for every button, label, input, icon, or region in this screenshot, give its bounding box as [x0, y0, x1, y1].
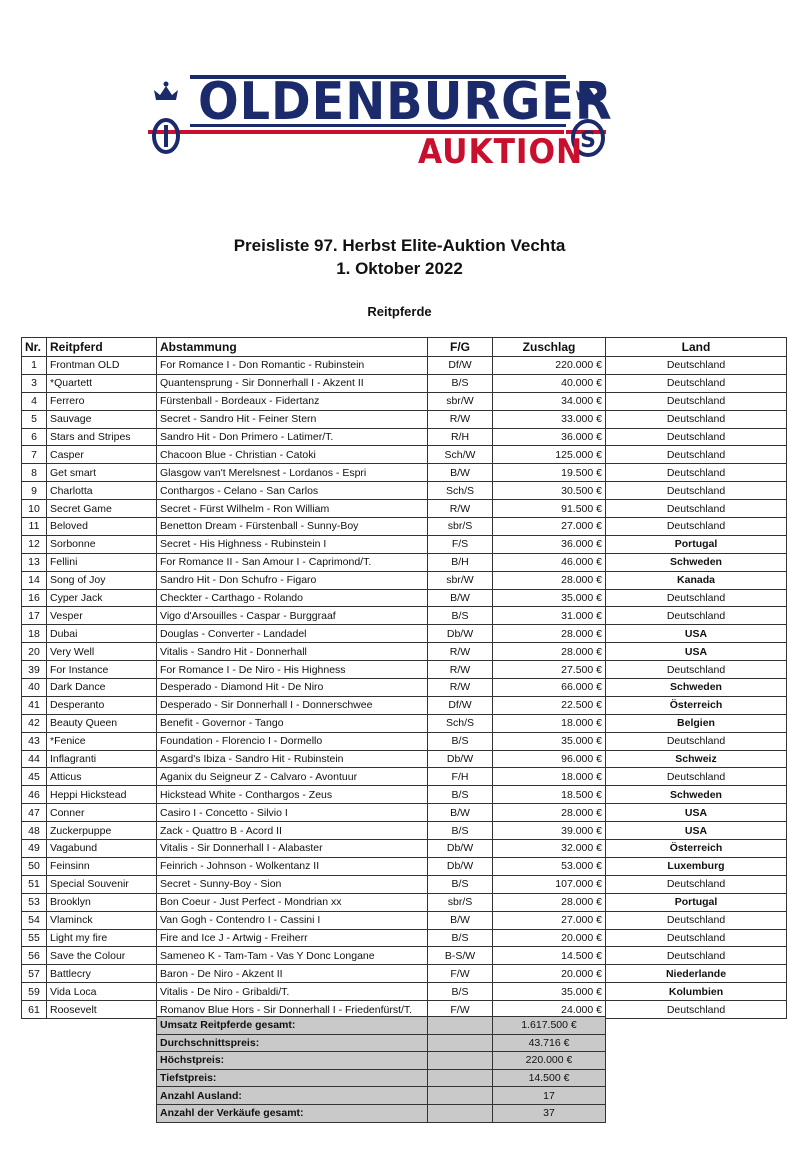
cell-fg: R/W — [428, 679, 493, 697]
cell-reitpferd: Light my fire — [47, 929, 157, 947]
cell-land: USA — [606, 643, 787, 661]
cell-abstammung: Secret - Fürst Wilhelm - Ron William — [157, 500, 428, 518]
summary-value: 43.716 € — [493, 1034, 606, 1052]
summary-spacer — [428, 1017, 493, 1035]
cell-fg: B/S — [428, 374, 493, 392]
cell-zuschlag: 20.000 € — [493, 929, 606, 947]
cell-land: Portugal — [606, 535, 787, 553]
cell-reitpferd: Sauvage — [47, 410, 157, 428]
cell-zuschlag: 35.000 € — [493, 983, 606, 1001]
cell-zuschlag: 66.000 € — [493, 679, 606, 697]
cell-fg: Db/W — [428, 750, 493, 768]
summary-table — [156, 1016, 606, 1123]
cell-abstammung: Secret - His Highness - Rubinstein I — [157, 535, 428, 553]
summary-value: 17 — [493, 1087, 606, 1105]
cell-fg: Db/W — [428, 625, 493, 643]
cell-zuschlag: 18.000 € — [493, 714, 606, 732]
cell-zuschlag: 33.000 € — [493, 410, 606, 428]
cell-reitpferd: *Quartett — [47, 374, 157, 392]
cell-zuschlag: 18.000 € — [493, 768, 606, 786]
cell-nr: 39 — [22, 661, 47, 679]
cell-fg: Sch/W — [428, 446, 493, 464]
table-row — [22, 589, 787, 607]
price-table — [21, 337, 787, 1019]
cell-nr: 9 — [22, 482, 47, 500]
cell-nr: 12 — [22, 535, 47, 553]
cell-fg: Sch/S — [428, 482, 493, 500]
summary-label: Höchstpreis: — [157, 1052, 428, 1070]
table-row — [22, 374, 787, 392]
cell-nr: 45 — [22, 768, 47, 786]
cell-land: Deutschland — [606, 589, 787, 607]
cell-abstammung: Secret - Sunny-Boy - Sion — [157, 875, 428, 893]
cell-fg: R/W — [428, 410, 493, 428]
cell-zuschlag: 96.000 € — [493, 750, 606, 768]
cell-zuschlag: 91.500 € — [493, 500, 606, 518]
cell-fg: B/H — [428, 553, 493, 571]
cell-nr: 17 — [22, 607, 47, 625]
cell-reitpferd: Song of Joy — [47, 571, 157, 589]
cell-land: Kolumbien — [606, 983, 787, 1001]
summary-value: 37 — [493, 1104, 606, 1122]
cell-abstammung: Romanov Blue Hors - Sir Donnerhall I - Friedenfürst/T. — [157, 1001, 428, 1019]
cell-nr: 8 — [22, 464, 47, 482]
cell-zuschlag: 40.000 € — [493, 374, 606, 392]
summary-spacer — [428, 1034, 493, 1052]
cell-reitpferd: Battlecry — [47, 965, 157, 983]
table-row — [22, 392, 787, 410]
cell-reitpferd: Very Well — [47, 643, 157, 661]
section-title: Reitpferde — [367, 304, 432, 319]
summary-label: Umsatz Reitpferde gesamt: — [157, 1017, 428, 1035]
table-row — [22, 446, 787, 464]
cell-land: USA — [606, 804, 787, 822]
cell-reitpferd: Casper — [47, 446, 157, 464]
cell-land: Deutschland — [606, 911, 787, 929]
cell-zuschlag: 22.500 € — [493, 696, 606, 714]
cell-abstammung: Van Gogh - Contendro I - Cassini I — [157, 911, 428, 929]
auction-date: 1. Oktober 2022 — [336, 259, 463, 278]
table-row — [22, 857, 787, 875]
cell-fg: B/S — [428, 822, 493, 840]
table-row — [22, 714, 787, 732]
cell-nr: 42 — [22, 714, 47, 732]
cell-nr: 47 — [22, 804, 47, 822]
cell-fg: B/S — [428, 607, 493, 625]
cell-nr: 1 — [22, 357, 47, 375]
cell-fg: sbr/W — [428, 571, 493, 589]
cell-nr: 7 — [22, 446, 47, 464]
cell-nr: 53 — [22, 893, 47, 911]
cell-zuschlag: 36.000 € — [493, 535, 606, 553]
cell-zuschlag: 35.000 € — [493, 732, 606, 750]
table-row — [22, 428, 787, 446]
svg-text:S: S — [580, 128, 596, 153]
cell-nr: 11 — [22, 518, 47, 536]
summary-spacer — [428, 1104, 493, 1122]
cell-abstammung: Secret - Sandro Hit - Feiner Stern — [157, 410, 428, 428]
cell-reitpferd: Desperanto — [47, 696, 157, 714]
summary-row — [157, 1052, 606, 1070]
cell-fg: B/S — [428, 732, 493, 750]
cell-fg: B/S — [428, 786, 493, 804]
cell-fg: Df/W — [428, 357, 493, 375]
cell-nr: 20 — [22, 643, 47, 661]
cell-reitpferd: Stars and Stripes — [47, 428, 157, 446]
table-row — [22, 911, 787, 929]
cell-nr: 51 — [22, 875, 47, 893]
cell-reitpferd: Secret Game — [47, 500, 157, 518]
cell-abstammung: Aganix du Seigneur Z - Calvaro - Avontuur — [157, 768, 428, 786]
cell-fg: sbr/S — [428, 893, 493, 911]
oldenburger-auktion-logo — [140, 70, 620, 170]
cell-reitpferd: Frontman OLD — [47, 357, 157, 375]
cell-fg: F/S — [428, 535, 493, 553]
cell-abstammung: Foundation - Florencio I - Dormello — [157, 732, 428, 750]
cell-fg: R/W — [428, 500, 493, 518]
cell-land: Deutschland — [606, 1001, 787, 1019]
cell-land: Schweiz — [606, 750, 787, 768]
summary-label: Tiefstpreis: — [157, 1069, 428, 1087]
cell-nr: 50 — [22, 857, 47, 875]
cell-nr: 43 — [22, 732, 47, 750]
cell-zuschlag: 36.000 € — [493, 428, 606, 446]
table-row — [22, 625, 787, 643]
cell-nr: 61 — [22, 1001, 47, 1019]
cell-land: Deutschland — [606, 392, 787, 410]
cell-reitpferd: Vesper — [47, 607, 157, 625]
cell-abstammung: Conthargos - Celano - San Carlos — [157, 482, 428, 500]
table-row — [22, 661, 787, 679]
cell-land: Deutschland — [606, 518, 787, 536]
logo-subtitle: AUKTION — [418, 132, 584, 172]
cell-nr: 55 — [22, 929, 47, 947]
cell-abstammung: Glasgow van't Merelsnest - Lordanos - Espri — [157, 464, 428, 482]
cell-fg: R/H — [428, 428, 493, 446]
cell-zuschlag: 31.000 € — [493, 607, 606, 625]
cell-nr: 57 — [22, 965, 47, 983]
cell-abstammung: Sandro Hit - Don Schufro - Figaro — [157, 571, 428, 589]
cell-zuschlag: 27.000 € — [493, 518, 606, 536]
summary-value: 14.500 € — [493, 1069, 606, 1087]
cell-land: Deutschland — [606, 482, 787, 500]
cell-reitpferd: Get smart — [47, 464, 157, 482]
cell-abstammung: Fürstenball - Bordeaux - Fidertanz — [157, 392, 428, 410]
cell-reitpferd: Brooklyn — [47, 893, 157, 911]
cell-reitpferd: Save the Colour — [47, 947, 157, 965]
cell-land: Deutschland — [606, 947, 787, 965]
cell-fg: B/W — [428, 804, 493, 822]
cell-nr: 49 — [22, 840, 47, 858]
cell-land: Luxemburg — [606, 857, 787, 875]
cell-abstammung: Bon Coeur - Just Perfect - Mondrian xx — [157, 893, 428, 911]
cell-fg: F/H — [428, 768, 493, 786]
table-header-row — [22, 338, 787, 357]
cell-zuschlag: 20.000 € — [493, 965, 606, 983]
table-row — [22, 500, 787, 518]
cell-land: Portugal — [606, 893, 787, 911]
summary-row — [157, 1104, 606, 1122]
table-row — [22, 965, 787, 983]
cell-nr: 46 — [22, 786, 47, 804]
cell-zuschlag: 220.000 € — [493, 357, 606, 375]
cell-abstammung: Fire and Ice J - Artwig - Freiherr — [157, 929, 428, 947]
summary-spacer — [428, 1087, 493, 1105]
cell-fg: sbr/S — [428, 518, 493, 536]
cell-fg: F/W — [428, 1001, 493, 1019]
table-row — [22, 804, 787, 822]
cell-land: Deutschland — [606, 428, 787, 446]
cell-abstammung: Vitalis - Sandro Hit - Donnerhall — [157, 643, 428, 661]
table-row — [22, 947, 787, 965]
table-row — [22, 768, 787, 786]
cell-zuschlag: 28.000 € — [493, 893, 606, 911]
header-reitpferd: Reitpferd — [47, 338, 157, 357]
cell-nr: 44 — [22, 750, 47, 768]
cell-abstammung: Vitalis - De Niro - Gribaldi/T. — [157, 983, 428, 1001]
table-row — [22, 732, 787, 750]
cell-zuschlag: 107.000 € — [493, 875, 606, 893]
cell-nr: 13 — [22, 553, 47, 571]
cell-fg: B/S — [428, 983, 493, 1001]
cell-zuschlag: 28.000 € — [493, 571, 606, 589]
logo-wordmark: OLDENBURGER — [198, 72, 613, 132]
cell-abstammung: Zack - Quattro B - Acord II — [157, 822, 428, 840]
table-row — [22, 786, 787, 804]
cell-land: Niederlande — [606, 965, 787, 983]
cell-reitpferd: Dubai — [47, 625, 157, 643]
cell-land: Deutschland — [606, 732, 787, 750]
cell-nr: 3 — [22, 374, 47, 392]
cell-abstammung: For Romance II - San Amour I - Caprimond/T. — [157, 553, 428, 571]
cell-zuschlag: 28.000 € — [493, 804, 606, 822]
cell-abstammung: Sandro Hit - Don Primero - Latimer/T. — [157, 428, 428, 446]
cell-zuschlag: 28.000 € — [493, 625, 606, 643]
summary-row — [157, 1087, 606, 1105]
cell-land: Deutschland — [606, 357, 787, 375]
cell-abstammung: Sameneo K - Tam-Tam - Vas Y Donc Longane — [157, 947, 428, 965]
table-row — [22, 875, 787, 893]
cell-abstammung: Asgard's Ibiza - Sandro Hit - Rubinstein — [157, 750, 428, 768]
cell-nr: 14 — [22, 571, 47, 589]
cell-reitpferd: Feinsinn — [47, 857, 157, 875]
cell-land: Schweden — [606, 679, 787, 697]
cell-land: Schweden — [606, 553, 787, 571]
cell-land: Deutschland — [606, 875, 787, 893]
table-row — [22, 553, 787, 571]
cell-nr: 18 — [22, 625, 47, 643]
cell-land: Deutschland — [606, 446, 787, 464]
cell-land: Deutschland — [606, 929, 787, 947]
cell-abstammung: Vitalis - Sir Donnerhall I - Alabaster — [157, 840, 428, 858]
cell-fg: Df/W — [428, 696, 493, 714]
cell-reitpferd: Heppi Hickstead — [47, 786, 157, 804]
cell-nr: 6 — [22, 428, 47, 446]
summary-spacer — [428, 1052, 493, 1070]
cell-land: Deutschland — [606, 410, 787, 428]
cell-zuschlag: 39.000 € — [493, 822, 606, 840]
cell-zuschlag: 30.500 € — [493, 482, 606, 500]
cell-fg: B-S/W — [428, 947, 493, 965]
cell-reitpferd: Special Souvenir — [47, 875, 157, 893]
cell-land: Deutschland — [606, 464, 787, 482]
cell-abstammung: Desperado - Sir Donnerhall I - Donnerschwee — [157, 696, 428, 714]
cell-fg: Db/W — [428, 857, 493, 875]
cell-fg: B/W — [428, 589, 493, 607]
cell-reitpferd: Roosevelt — [47, 1001, 157, 1019]
cell-reitpferd: Inflagranti — [47, 750, 157, 768]
cell-abstammung: Benefit - Governor - Tango — [157, 714, 428, 732]
table-row — [22, 518, 787, 536]
cell-zuschlag: 125.000 € — [493, 446, 606, 464]
summary-value: 220.000 € — [493, 1052, 606, 1070]
cell-abstammung: Vigo d'Arsouilles - Caspar - Burggraaf — [157, 607, 428, 625]
cell-zuschlag: 46.000 € — [493, 553, 606, 571]
header-abstammung: Abstammung — [157, 338, 428, 357]
cell-nr: 41 — [22, 696, 47, 714]
cell-reitpferd: Dark Dance — [47, 679, 157, 697]
table-row — [22, 929, 787, 947]
cell-fg: B/S — [428, 875, 493, 893]
cell-reitpferd: Cyper Jack — [47, 589, 157, 607]
table-row — [22, 893, 787, 911]
cell-abstammung: Benetton Dream - Fürstenball - Sunny-Boy — [157, 518, 428, 536]
cell-abstammung: Desperado - Diamond Hit - De Niro — [157, 679, 428, 697]
cell-zuschlag: 14.500 € — [493, 947, 606, 965]
cell-fg: R/W — [428, 643, 493, 661]
cell-abstammung: Quantensprung - Sir Donnerhall I - Akzent II — [157, 374, 428, 392]
header-fg: F/G — [428, 338, 493, 357]
left-crown-icon — [154, 82, 178, 101]
cell-reitpferd: Atticus — [47, 768, 157, 786]
cell-zuschlag: 53.000 € — [493, 857, 606, 875]
cell-abstammung: For Romance I - De Niro - His Highness — [157, 661, 428, 679]
document-title: Preisliste 97. Herbst Elite-Auktion Vechta — [233, 236, 566, 255]
summary-row — [157, 1017, 606, 1035]
cell-abstammung: Baron - De Niro - Akzent II — [157, 965, 428, 983]
summary-label: Anzahl Ausland: — [157, 1087, 428, 1105]
cell-reitpferd: Vlaminck — [47, 911, 157, 929]
cell-zuschlag: 27.000 € — [493, 911, 606, 929]
cell-nr: 48 — [22, 822, 47, 840]
cell-fg: R/W — [428, 661, 493, 679]
cell-zuschlag: 28.000 € — [493, 643, 606, 661]
table-row — [22, 482, 787, 500]
cell-nr: 10 — [22, 500, 47, 518]
cell-reitpferd: Vida Loca — [47, 983, 157, 1001]
summary-label: Durchschnittspreis: — [157, 1034, 428, 1052]
table-row — [22, 571, 787, 589]
cell-abstammung: Feinrich - Johnson - Wolkentanz II — [157, 857, 428, 875]
summary-value: 1.617.500 € — [493, 1017, 606, 1035]
cell-nr: 56 — [22, 947, 47, 965]
cell-fg: sbr/W — [428, 392, 493, 410]
table-row — [22, 643, 787, 661]
cell-abstammung: For Romance I - Don Romantic - Rubinstein — [157, 357, 428, 375]
cell-reitpferd: For Instance — [47, 661, 157, 679]
cell-zuschlag: 19.500 € — [493, 464, 606, 482]
cell-fg: Db/W — [428, 840, 493, 858]
cell-zuschlag: 18.500 € — [493, 786, 606, 804]
cell-land: Österreich — [606, 696, 787, 714]
cell-nr: 4 — [22, 392, 47, 410]
cell-reitpferd: Fellini — [47, 553, 157, 571]
cell-land: USA — [606, 822, 787, 840]
cell-fg: B/S — [428, 929, 493, 947]
cell-nr: 54 — [22, 911, 47, 929]
cell-abstammung: Douglas - Converter - Landadel — [157, 625, 428, 643]
cell-fg: B/W — [428, 911, 493, 929]
table-row — [22, 679, 787, 697]
cell-zuschlag: 24.000 € — [493, 1001, 606, 1019]
cell-land: Deutschland — [606, 768, 787, 786]
cell-fg: Sch/S — [428, 714, 493, 732]
cell-fg: B/W — [428, 464, 493, 482]
cell-land: USA — [606, 625, 787, 643]
cell-zuschlag: 35.000 € — [493, 589, 606, 607]
cell-reitpferd: Beloved — [47, 518, 157, 536]
table-row — [22, 822, 787, 840]
table-row — [22, 464, 787, 482]
summary-row — [157, 1069, 606, 1087]
cell-land: Belgien — [606, 714, 787, 732]
cell-abstammung: Casiro I - Concetto - Silvio I — [157, 804, 428, 822]
cell-reitpferd: Zuckerpuppe — [47, 822, 157, 840]
cell-nr: 40 — [22, 679, 47, 697]
summary-label: Anzahl der Verkäufe gesamt: — [157, 1104, 428, 1122]
table-row — [22, 750, 787, 768]
cell-reitpferd: Beauty Queen — [47, 714, 157, 732]
cell-reitpferd: Ferrero — [47, 392, 157, 410]
table-row — [22, 535, 787, 553]
cell-reitpferd: *Fenice — [47, 732, 157, 750]
cell-land: Deutschland — [606, 374, 787, 392]
header-land: Land — [606, 338, 787, 357]
cell-abstammung: Hickstead White - Conthargos - Zeus — [157, 786, 428, 804]
table-row — [22, 983, 787, 1001]
header-nr: Nr. — [22, 338, 47, 357]
cell-land: Schweden — [606, 786, 787, 804]
cell-zuschlag: 34.000 € — [493, 392, 606, 410]
cell-reitpferd: Sorbonne — [47, 535, 157, 553]
cell-reitpferd: Vagabund — [47, 840, 157, 858]
cell-land: Deutschland — [606, 607, 787, 625]
summary-spacer — [428, 1069, 493, 1087]
header-zuschlag: Zuschlag — [493, 338, 606, 357]
table-row — [22, 357, 787, 375]
summary-row — [157, 1034, 606, 1052]
cell-fg: F/W — [428, 965, 493, 983]
cell-zuschlag: 32.000 € — [493, 840, 606, 858]
table-row — [22, 410, 787, 428]
cell-nr: 59 — [22, 983, 47, 1001]
cell-land: Kanada — [606, 571, 787, 589]
cell-reitpferd: Charlotta — [47, 482, 157, 500]
table-row — [22, 607, 787, 625]
cell-abstammung: Checkter - Carthago - Rolando — [157, 589, 428, 607]
cell-reitpferd: Conner — [47, 804, 157, 822]
table-row — [22, 696, 787, 714]
cell-nr: 16 — [22, 589, 47, 607]
cell-land: Deutschland — [606, 661, 787, 679]
table-row — [22, 840, 787, 858]
cell-land: Österreich — [606, 840, 787, 858]
cell-abstammung: Chacoon Blue - Christian - Catoki — [157, 446, 428, 464]
cell-nr: 5 — [22, 410, 47, 428]
cell-zuschlag: 27.500 € — [493, 661, 606, 679]
cell-land: Deutschland — [606, 500, 787, 518]
